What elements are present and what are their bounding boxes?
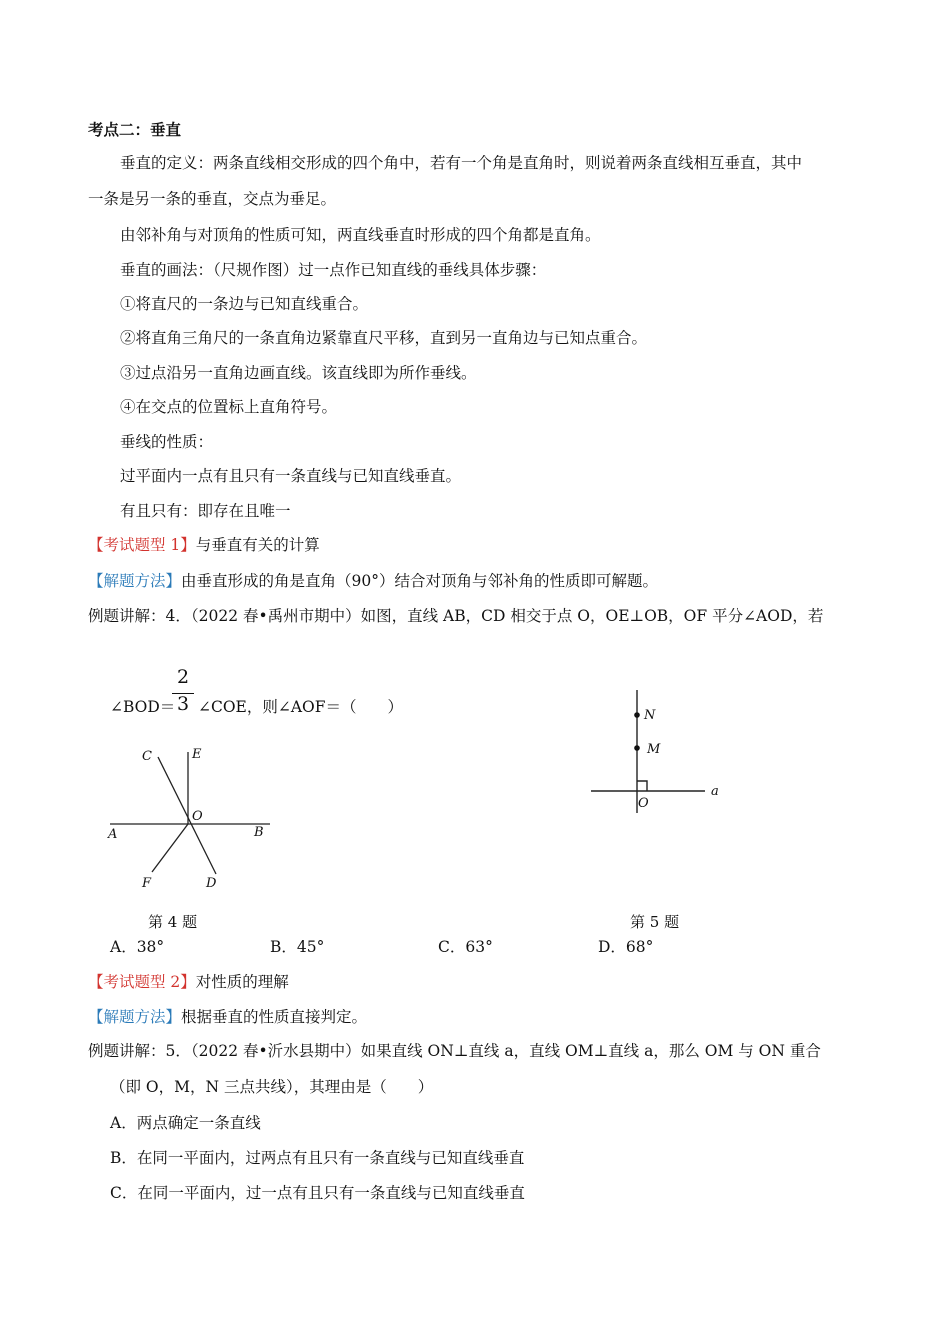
choice-5-c: C．在同一平面内，过一点有且只有一条直线与已知直线垂直: [110, 1184, 525, 1202]
unique-note: 有且只有：即存在且唯一: [120, 502, 291, 520]
definition-line-1: 垂直的定义：两条直线相交形成的四个角中，若有一个角是直角时，则说着两条直线相互垂直，其中: [120, 154, 803, 172]
example-5-line-2: （即 O，M，N 三点共线），其理由是（ ）: [110, 1078, 434, 1096]
method-1-text: 由垂直形成的角是直角（90°）结合对顶角与邻补角的性质即可解题。: [181, 572, 658, 590]
choice-4-a: A．38°: [110, 938, 165, 956]
line-cd: [158, 757, 216, 874]
step-1: ①将直尺的一条边与已知直线重合。: [120, 295, 369, 313]
step-4: ④在交点的位置标上直角符号。: [120, 398, 338, 416]
step-3: ③过点沿另一直角边画直线。该直线即为所作垂线。: [120, 364, 477, 382]
method-2-tag: 【解题方法】: [88, 1008, 182, 1026]
example-4-line-1: 例题讲解：4．（2022 春•禹州市期中）如图，直线 AB，CD 相交于点 O，OE⊥OB，OF 平分∠AOD，若: [88, 607, 824, 625]
type-2-heading: [88, 972, 289, 992]
label-d: D: [206, 876, 217, 891]
fraction-denominator: 3: [176, 693, 190, 715]
figure-4: [100, 740, 280, 900]
choice-5-b: B．在同一平面内，过两点有且只有一条直线与已知直线垂直: [110, 1149, 525, 1167]
label-b: B: [254, 825, 264, 840]
point-m: [634, 745, 640, 751]
right-angle-mark: [637, 781, 647, 791]
label-c: C: [142, 749, 152, 764]
label-m: M: [647, 742, 661, 757]
choice-4-b: B．45°: [270, 938, 325, 956]
choice-4-d: D．68°: [598, 938, 654, 956]
type-1-heading: [88, 535, 320, 555]
ray-of: [152, 824, 188, 872]
property-title: 垂线的性质：: [120, 433, 214, 451]
drawing-title: 垂直的画法：（尺规作图）过一点作已知直线的垂线具体步骤：: [120, 261, 547, 279]
figure-5: [585, 685, 735, 820]
label-a: A: [108, 827, 118, 842]
example-4-prefix: ∠BOD＝: [110, 698, 176, 716]
method-1-tag: 【解题方法】: [88, 572, 182, 590]
label-o-5: O: [638, 796, 649, 811]
label-o: O: [192, 809, 203, 824]
method-2-text: 根据垂直的性质直接判定。: [181, 1008, 368, 1026]
type-2-tag: 【考试题型 2】: [88, 973, 196, 991]
label-a-5: a: [711, 784, 719, 799]
type-1-tag: 【考试题型 1】: [88, 536, 196, 554]
example-4-suffix: ∠COE，则∠AOF＝（ ）: [198, 698, 404, 716]
property-text: 过平面内一点有且只有一条直线与已知直线垂直。: [120, 467, 462, 485]
point-n: [634, 712, 640, 718]
label-e: E: [192, 747, 202, 762]
example-5-line-1: 例题讲解：5．（2022 春•沂水县期中）如果直线 ON⊥直线 a，直线 OM⊥直线 a，那么 OM 与 ON 重合: [88, 1042, 821, 1060]
method-2: [88, 1007, 367, 1027]
method-1: [88, 571, 658, 591]
choice-4-c: C．63°: [438, 938, 493, 956]
section-title: 考点二：垂直: [88, 120, 182, 139]
choice-5-a: A．两点确定一条直线: [110, 1114, 261, 1132]
label-n: N: [644, 708, 656, 723]
definition-line-2: 一条是另一条的垂直，交点为垂足。: [88, 190, 337, 208]
type-1-text: 与垂直有关的计算: [195, 536, 320, 554]
property-note: 由邻补角与对顶角的性质可知，两直线垂直时形成的四个角都是直角。: [120, 226, 601, 244]
figure-4-caption: 第 4 题: [148, 913, 198, 931]
label-f: F: [142, 876, 152, 891]
type-2-text: 对性质的理解: [195, 973, 289, 991]
fraction-numerator: 2: [176, 666, 190, 688]
step-2: ②将直角三角尺的一条直角边紧靠直尺平移，直到另一直角边与已知点重合。: [120, 329, 648, 347]
figure-5-caption: 第 5 题: [630, 913, 680, 931]
